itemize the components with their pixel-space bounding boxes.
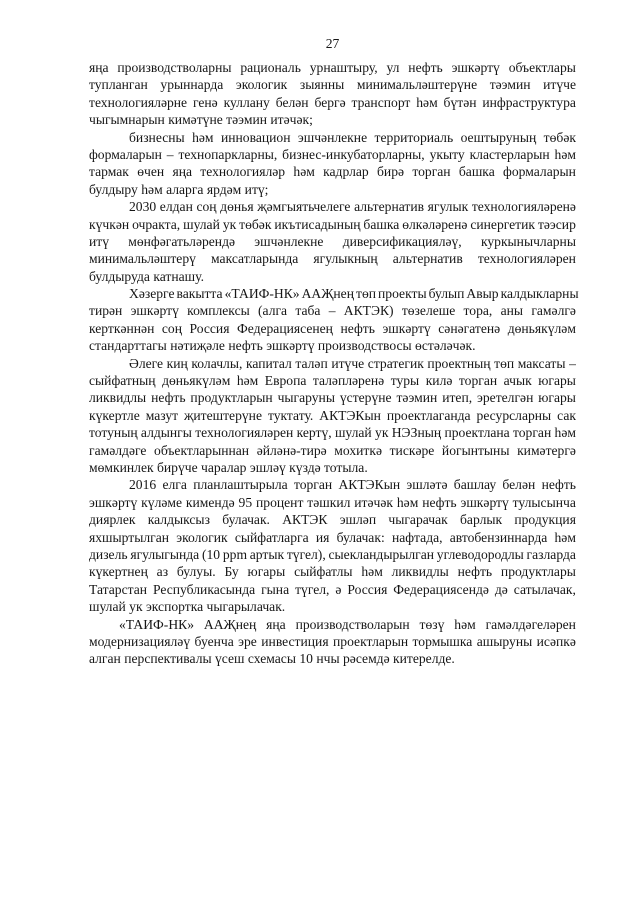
word: Бу <box>224 564 239 580</box>
word: тәэмин <box>489 77 531 93</box>
text-line: шулай ук экспортка чыгарылачак. <box>89 599 286 615</box>
text-line <box>89 76 576 93</box>
text-line: стандарттагы нәтиҗәле нефть эшкәртү производствосы өстәләчәк. <box>89 338 476 354</box>
word: буенча <box>194 633 234 649</box>
word: очракта, <box>132 216 181 232</box>
text-line <box>129 129 576 146</box>
text-line <box>129 285 579 302</box>
word: һәм <box>293 164 315 180</box>
text-line <box>129 198 576 215</box>
word: һәм <box>554 146 576 162</box>
word: инфраструктура <box>482 94 576 110</box>
text-line <box>89 529 576 546</box>
word: таләпләренә <box>312 373 385 389</box>
word: яңа <box>89 60 109 75</box>
word: производстволарын <box>295 616 410 632</box>
word: диверсификацияләү, <box>342 233 462 249</box>
word: куркынычларны <box>480 233 576 249</box>
word: белән <box>502 477 536 493</box>
word: (алга <box>258 303 288 319</box>
word: күкертле <box>89 407 140 423</box>
document-body <box>89 59 579 668</box>
word: исәпкә <box>536 633 576 649</box>
word: һәм <box>554 529 576 545</box>
word: төзелеше <box>401 303 456 319</box>
word: икътисадының <box>274 216 361 232</box>
word: итү <box>89 233 110 249</box>
word: продуктлары <box>500 564 576 580</box>
word: стратегик <box>367 355 424 371</box>
word: проектларын <box>333 633 409 649</box>
word: дөньякүләм <box>507 320 576 336</box>
word: итүче <box>543 77 576 93</box>
word: формаларын <box>89 146 162 162</box>
word: чыгаруны <box>277 390 335 406</box>
word: эшчәнлекне <box>297 129 368 145</box>
word: ягулык <box>427 199 469 215</box>
word: һәм <box>454 616 476 632</box>
word: эшчәнлекне <box>254 233 324 249</box>
paragraph <box>89 616 576 668</box>
word: керткәннән <box>89 320 155 336</box>
word: ягулыгында <box>130 546 200 562</box>
word: АКТЭК) <box>343 303 394 319</box>
word: кертү, <box>296 425 332 441</box>
word: синергетик <box>470 216 536 232</box>
word: сыйфатларга <box>234 529 309 545</box>
word: чыгарачак <box>388 512 448 528</box>
word: торган <box>513 425 552 441</box>
word: АКТЭКын <box>319 407 381 423</box>
word: экологик <box>235 77 288 93</box>
word: бирә <box>377 164 405 180</box>
word: урнаштыру, <box>309 60 378 75</box>
word: инвестиция <box>261 633 329 649</box>
word: ашыруны <box>476 633 533 649</box>
word: инновацион <box>220 129 291 145</box>
word: төп <box>356 286 377 302</box>
word: 2030 <box>129 199 157 215</box>
word: сатылачак, <box>513 581 576 597</box>
word: барлык <box>460 512 503 528</box>
word: кимәтергә <box>517 442 576 458</box>
word: зыянны <box>299 77 345 93</box>
word: башлау <box>453 477 497 493</box>
word: продукция <box>514 512 576 528</box>
word: газларда <box>526 546 576 562</box>
word: шулай <box>334 425 372 441</box>
word: елга <box>162 477 187 493</box>
word: Авыр <box>466 286 499 302</box>
word: вакытта <box>176 286 223 302</box>
word: АКТЭК <box>282 512 328 528</box>
text-line <box>129 355 576 372</box>
word: күчкән <box>89 216 130 232</box>
word: Россия <box>347 581 388 597</box>
word: таләп <box>295 355 328 371</box>
word: җитештерүне <box>184 407 262 423</box>
word: нефть <box>408 60 443 75</box>
word: гамәлдәгеләрен <box>485 616 576 632</box>
word: һәм <box>192 129 214 145</box>
word: – <box>166 146 174 162</box>
word: тискәре <box>389 442 435 458</box>
word: булачак: <box>336 529 385 545</box>
word: НЭЗның <box>391 425 442 441</box>
word: үстерүне <box>339 390 392 406</box>
word: рациональ <box>240 60 301 75</box>
word: объектлары <box>508 60 576 75</box>
paragraph <box>89 129 576 199</box>
word: сыйфатның <box>89 373 156 389</box>
word: тәшкил <box>307 494 351 510</box>
word: Европа <box>264 373 307 389</box>
word: дөнья <box>220 199 254 215</box>
word: технологияләрен <box>477 251 576 267</box>
word: аз <box>156 564 169 580</box>
word: киң <box>166 355 188 371</box>
word: торган <box>412 164 451 180</box>
word: төзү <box>419 616 445 632</box>
word: дөньякүләм <box>162 373 231 389</box>
text-line <box>89 407 576 424</box>
word: нафтада, <box>391 529 443 545</box>
word: ААҖнең <box>203 616 257 632</box>
text-line <box>89 163 576 180</box>
word: ликвидлы <box>391 564 449 580</box>
text-line <box>119 616 576 633</box>
word: тирән <box>89 303 123 319</box>
word: аны <box>500 303 524 319</box>
word: һәм <box>396 494 419 510</box>
word: өлкәләренә <box>402 216 468 232</box>
word: Әлеге <box>129 355 164 371</box>
word: (10 <box>201 546 221 562</box>
word: эшкәртү <box>130 303 179 319</box>
text-line <box>89 546 576 563</box>
word: максаты <box>517 355 566 371</box>
text-line: булдыруда катнашу. <box>89 268 204 284</box>
text-line <box>89 302 576 319</box>
text-line <box>89 372 576 389</box>
word: калдыксыз <box>147 512 210 528</box>
word: модернизацияләү <box>89 633 191 649</box>
word: әйләнә-тирә <box>256 442 327 458</box>
paragraph <box>89 285 579 355</box>
paragraph <box>89 198 576 285</box>
word: кимендә <box>185 494 235 510</box>
text-line <box>89 146 576 163</box>
word: гына <box>261 581 290 597</box>
word: дә <box>494 581 508 597</box>
word: Хәзерге <box>129 286 175 302</box>
word: формаларын <box>503 164 576 180</box>
word: эшкәртү <box>89 494 138 510</box>
text-line: булдыру һәм аларга ярдәм итү; <box>89 181 269 197</box>
word: технологияләр <box>200 164 286 180</box>
text-line <box>89 581 576 598</box>
word: Федерациясендә <box>393 581 489 597</box>
word: бизнес-инкубаторларны, <box>282 146 425 162</box>
word: ресурсларны <box>476 407 552 423</box>
word: ААҖнең <box>301 286 354 302</box>
word: килә <box>425 373 453 389</box>
word: проектлаганда <box>386 407 471 423</box>
word: гамәлдәге <box>89 442 147 458</box>
word: артык <box>249 546 285 562</box>
word: бергә <box>314 94 346 110</box>
word: итеп, <box>442 390 473 406</box>
word: технологияләрен <box>195 425 294 441</box>
word: нефть <box>151 390 186 406</box>
word: һәм <box>236 373 259 389</box>
word: транспорт <box>351 94 411 110</box>
word: диярлек <box>89 512 136 528</box>
word: «ТАИФ-НК» <box>119 616 195 632</box>
word: технологияләрне <box>89 94 188 110</box>
word: – <box>328 303 336 319</box>
word: югары <box>538 390 576 406</box>
text-line <box>89 424 576 441</box>
word: түгел, <box>295 581 330 597</box>
word: АКТЭКын <box>338 477 401 493</box>
word: алдынгы <box>140 425 192 441</box>
word: торган <box>293 477 333 493</box>
word: минимальләштерү <box>89 251 196 267</box>
word: йогынтыны <box>441 442 510 458</box>
word: проектлана <box>444 425 510 441</box>
paragraph <box>89 355 576 477</box>
word: технологияләренә <box>471 199 576 215</box>
word: эретелгән <box>477 390 534 406</box>
word: төп <box>494 355 515 371</box>
word: торган <box>458 373 498 389</box>
word: калдыкларны <box>500 286 579 302</box>
paragraph <box>89 476 576 615</box>
word: процент <box>256 494 304 510</box>
word: нефть <box>422 494 457 510</box>
word: 95 <box>238 494 253 510</box>
word: мазут <box>145 407 179 423</box>
word: экологик <box>176 529 228 545</box>
word: итүче <box>331 355 365 371</box>
word: югары <box>247 564 286 580</box>
word: ә <box>335 581 342 597</box>
word: тупланган <box>89 77 148 93</box>
word: Россия <box>189 320 230 336</box>
word: эре <box>238 633 257 649</box>
word: бүтән <box>443 94 477 110</box>
word: тора, <box>463 303 493 319</box>
word: сыйфатлы <box>294 564 353 580</box>
word: ягулыкның <box>313 251 378 267</box>
word: производстволарны <box>117 60 232 75</box>
word: мөнфәгатьләрендә <box>128 233 236 249</box>
word: тулысынча <box>512 494 576 510</box>
word: тормышка <box>412 633 473 649</box>
text-line <box>89 59 576 76</box>
word: башка <box>363 216 400 232</box>
word: тармак <box>89 164 129 180</box>
word: альтернатив <box>392 251 463 267</box>
word: проектның <box>427 355 491 371</box>
word: урыннарда <box>160 77 224 93</box>
text-line <box>89 442 576 459</box>
word: тәэсир <box>537 216 576 232</box>
paragraph <box>89 59 576 129</box>
word: максатларында <box>211 251 299 267</box>
word: капитал <box>245 355 292 371</box>
word: ук <box>375 425 389 441</box>
word: югары <box>538 373 576 389</box>
word: колачлы, <box>191 355 243 371</box>
word: сыекландырылган <box>328 546 435 562</box>
word: мохиткә <box>334 442 383 458</box>
word: шулай <box>183 216 220 232</box>
word: түгел), <box>286 546 326 562</box>
word: булачак. <box>222 512 270 528</box>
word: төбәк <box>239 216 272 232</box>
text-line: алган перспективалы үсеш схемасы 10 нчы рәсемдә китерелде. <box>89 651 455 667</box>
word: тәэмин <box>396 390 438 406</box>
word: планлаштырыла <box>193 477 288 493</box>
word: ук <box>222 216 237 232</box>
text-line <box>89 563 576 580</box>
word: – <box>569 355 576 371</box>
word: эшкәртү <box>382 320 431 336</box>
word: яңа <box>172 164 192 180</box>
text-line: мөмкинлек бирүче чаралар эшләү күздә тотыла. <box>89 459 368 475</box>
word: куллану <box>223 94 270 110</box>
word: башка <box>458 164 495 180</box>
word: гамәлгә <box>531 303 576 319</box>
page-number: 27 <box>325 36 340 51</box>
word: туктату. <box>267 407 314 423</box>
word: генә <box>192 94 218 110</box>
word: эшкәртү <box>460 494 509 510</box>
word: ачык <box>503 373 532 389</box>
word: күкертнең <box>89 564 148 580</box>
word: эшкәртү <box>451 60 500 75</box>
word: укыту <box>429 146 465 162</box>
word: нефть <box>457 564 493 580</box>
word: яңа <box>266 616 286 632</box>
word: минимальләштерүне <box>356 77 478 93</box>
word: «ТАИФ-НК» <box>224 286 300 302</box>
text-line <box>89 389 576 406</box>
word: төбәк <box>543 129 576 145</box>
word: соң <box>196 199 217 215</box>
word: альтернатив <box>354 199 425 215</box>
word: автобензиннарда <box>449 529 548 545</box>
word: тотуның <box>89 425 138 441</box>
word: объектларыннан <box>154 442 250 458</box>
word: нефть <box>340 320 375 336</box>
word: күләме <box>141 494 183 510</box>
text-line <box>89 94 576 111</box>
word: булып <box>428 286 465 302</box>
word: җәмгыятьчелеге <box>257 199 351 215</box>
word: Федерациясенең <box>236 320 333 336</box>
word: кластерларын <box>469 146 550 162</box>
word: ул <box>386 60 400 75</box>
word: ликвидлы <box>89 390 147 406</box>
word: булуы. <box>176 564 216 580</box>
text-line <box>89 494 576 511</box>
word: бизнесны <box>129 129 185 145</box>
word: яхшыртылган <box>89 529 170 545</box>
word: оештыруның <box>460 129 537 145</box>
word: проекты <box>378 286 427 302</box>
word: өчен <box>137 164 165 180</box>
word: 2016 <box>129 477 157 493</box>
word: сак <box>557 407 576 423</box>
word: елдан <box>159 199 193 215</box>
text-line <box>89 216 576 233</box>
text-line <box>89 511 576 528</box>
word: комплексы <box>187 303 250 319</box>
word: углеводородлы <box>436 546 524 562</box>
text-line <box>89 633 576 650</box>
word: ия <box>315 529 330 545</box>
word: дизель <box>89 546 128 562</box>
word: технопаркларны, <box>178 146 278 162</box>
word: ppm <box>222 546 248 562</box>
text-line <box>89 250 576 267</box>
word: соң <box>161 320 182 336</box>
word: Татарстан <box>89 581 148 597</box>
text-line <box>129 476 576 493</box>
word: нефть <box>541 477 576 493</box>
word: итәчәк <box>354 494 393 510</box>
word: эшләтә <box>406 477 448 493</box>
word: туры <box>390 373 420 389</box>
word: таба <box>295 303 321 319</box>
text-line: чыгымнарын кимәтүне тәэмин итәчәк; <box>89 112 313 128</box>
word: һәм <box>361 564 383 580</box>
word: сәнәгатенә <box>438 320 501 336</box>
word: территориаль <box>374 129 454 145</box>
word: белән <box>275 94 309 110</box>
word: кадрлар <box>323 164 369 180</box>
word: һәм <box>416 94 438 110</box>
word: эшләп <box>339 512 377 528</box>
text-line <box>89 233 576 250</box>
word: продуктларын <box>190 390 273 406</box>
word: Республикасында <box>153 581 256 597</box>
text-line <box>89 320 576 337</box>
word: һәм <box>554 425 576 441</box>
